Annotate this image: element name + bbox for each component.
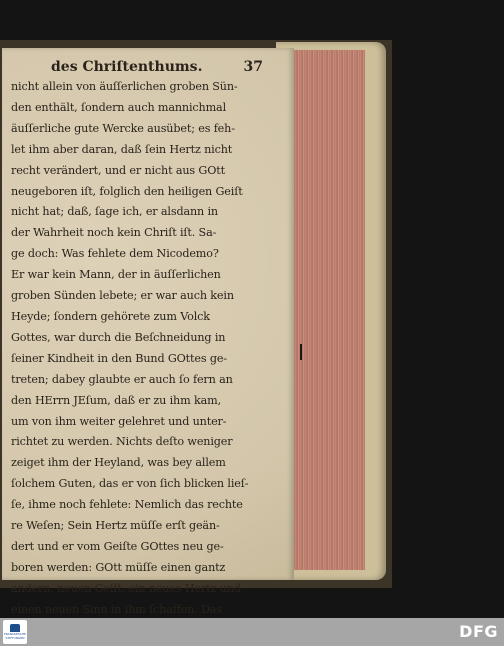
running-title: des Chriſtenthums. [51,59,203,75]
viewer-footer-bar [0,618,504,646]
text-line: boren werden: GOtt müſſe einen gantz [11,560,226,574]
library-logo-icon [10,624,20,632]
text-line: recht verändert, und er nicht aus GOtt [11,163,225,177]
text-line: der Wahrheit noch kein Chriſt iſt. Sa- [11,226,217,240]
text-line: groben Sünden lebete; er war auch kein [11,289,234,303]
library-logo[interactable] [3,620,27,644]
page-number: 37 [243,59,263,75]
text-line: den enthält, ſondern auch mannichmal [11,100,226,114]
text-line: ſolchem Guten, das er von ſich blicken lieſ- [11,477,249,491]
library-logo-text: FRANCKESCHE STIFTUNGEN [3,632,27,640]
text-line: re Weſen; Sein Hertz müſſe erſt geän- [11,519,220,533]
text-line: neugeboren iſt, folglich den heiligen Geiſt [11,184,243,198]
text-line: dert und er vom Geiſte GOttes neu ge- [11,539,224,553]
text-line: den HErrn JEſum, daß er zu ihm kam, [11,393,221,407]
page-fore-edge [286,50,365,570]
text-line: Er war kein Mann, der in äuſſerlichen [11,268,221,282]
text-line: Gottes, war durch die Beſchneidung in [11,330,226,344]
text-line: ge doch: Was fehlete dem Nicodemo? [11,247,219,261]
text-line: Heyde; ſondern gehörete zum Volck [11,309,210,323]
text-line: einen neuen Sinn in ihm ſchaffen. Das [11,602,223,616]
text-line: richtet zu werden. Nichts deſto weniger [11,435,233,449]
text-line: nicht allein von äuſſerlichen groben Sün- [11,80,238,93]
margin-mark [300,344,302,360]
text-line: ſe, ihme noch fehlete: Nemlich das rechte [11,498,243,512]
text-line: let ihm aber daran, daß ſein Hertz nicht [11,142,233,156]
dfg-logo[interactable]: DFG [459,622,498,641]
text-line: andern, neuen Geiſt, ein neues Hertz und [11,581,241,595]
text-line: um von ihm weiter gelehret und unter- [11,414,227,428]
text-line: treten; dabey glaubte er auch ſo fern an [11,372,233,386]
book-page [2,48,294,616]
text-block [11,57,263,645]
text-line: ſeiner Kindheit in den Bund GOttes ge- [11,351,227,365]
text-line: nicht hat; daß, ſage ich, er alsdann in [11,205,218,219]
text-line: äuſſerliche gute Wercke ausübet; es feh- [11,121,235,135]
text-line: zeiget ihm der Heyland, was bey allem [11,456,226,470]
running-header [11,57,263,77]
